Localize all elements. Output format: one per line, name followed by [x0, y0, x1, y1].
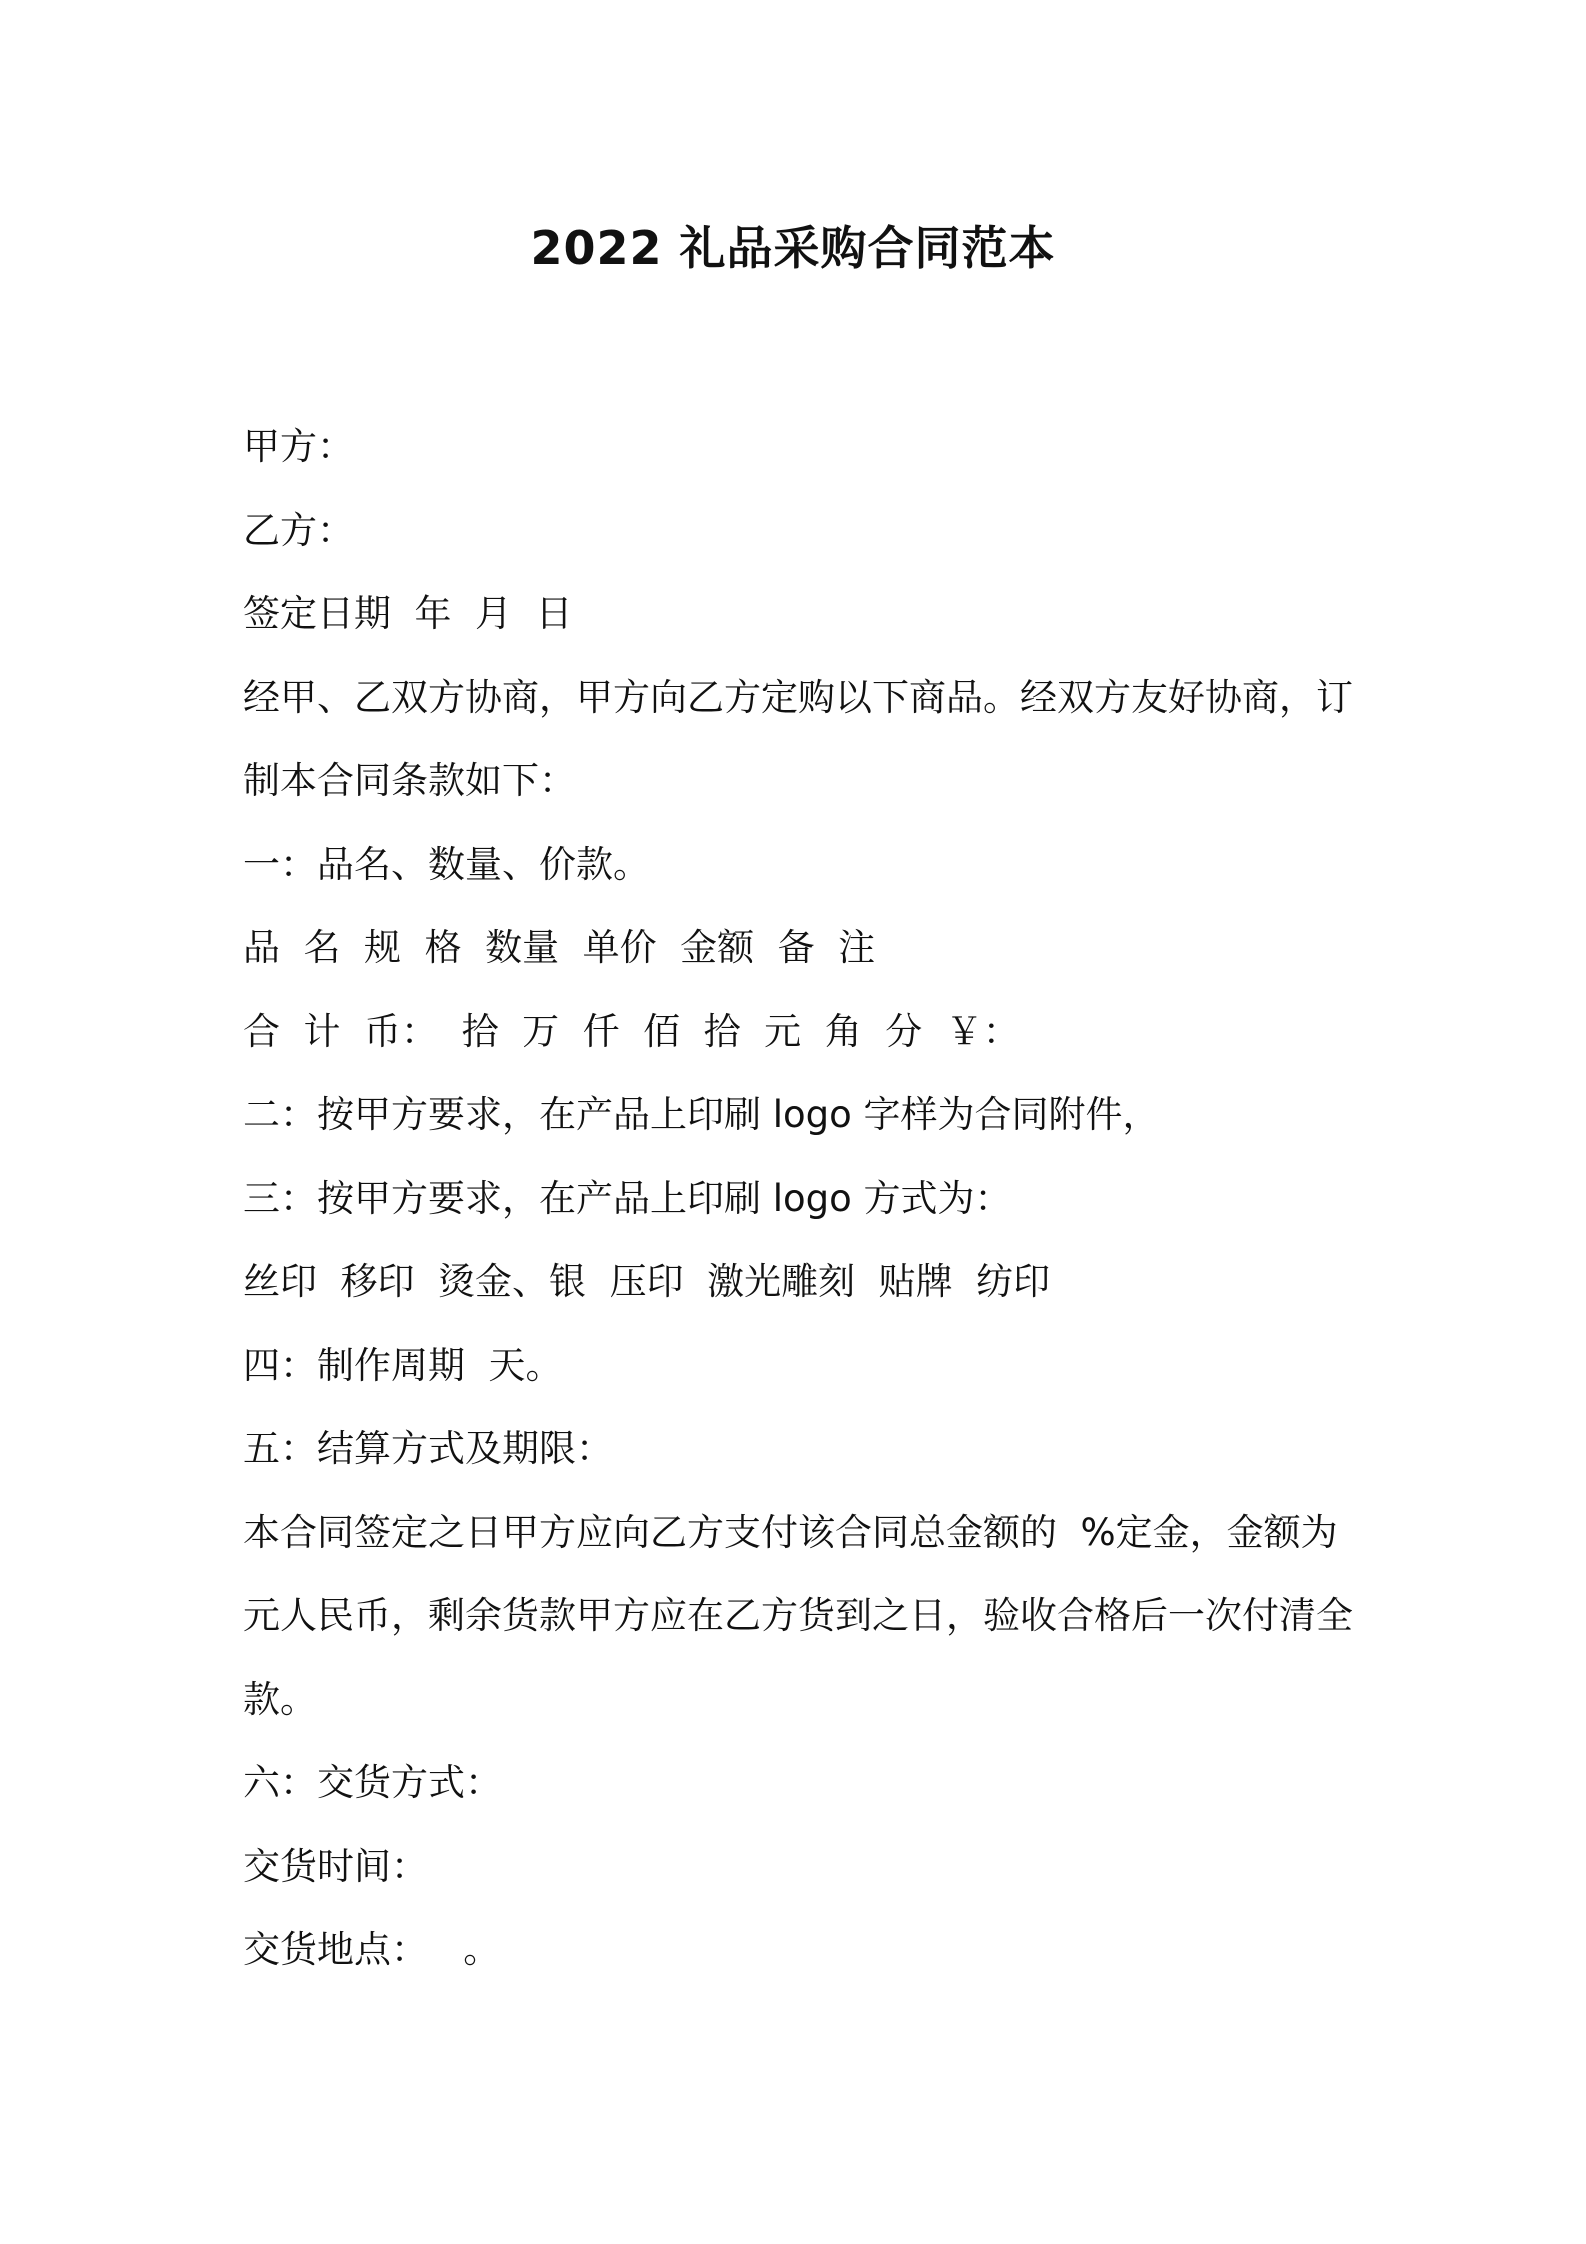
- party-b-line: 乙方：: [243, 508, 354, 552]
- party-a-line: 甲方：: [243, 425, 354, 468]
- total-amount-line: 合 计 币： 拾 万 仟 佰 拾 元 角 分 ￥：: [243, 1009, 1020, 1053]
- delivery-location-line: 交货地点： 。: [243, 1928, 501, 1971]
- payment-paragraph-line-1: 本合同签定之日甲方应向乙方支付该合同总金额的 %定金，金额为: [243, 1510, 1338, 1554]
- clause-1-heading: 一：品名、数量、价款。: [243, 842, 650, 886]
- clause-4: 四：制作周期 天。: [243, 1343, 563, 1387]
- signing-date-line: 签定日期 年 月 日: [243, 592, 573, 635]
- payment-paragraph-line-3: 款。: [243, 1677, 317, 1721]
- intro-paragraph-line-2: 制本合同条款如下：: [243, 759, 576, 802]
- intro-paragraph-line-1: 经甲、乙双方协商，甲方向乙方定购以下商品。经双方友好协商，订: [243, 675, 1353, 719]
- document-body: [243, 405, 1363, 1992]
- clause-2: 二：按甲方要求，在产品上印刷 logo 字样为合同附件，: [243, 1093, 1160, 1136]
- clause-5-heading: 五：结算方式及期限：: [243, 1427, 613, 1470]
- clause-6-heading: 六：交货方式：: [243, 1761, 502, 1804]
- printing-methods-line: 丝印 移印 烫金、银 压印 激光雕刻 贴牌 纺印: [243, 1260, 1051, 1303]
- document-title: 2022 礼品采购合同范本: [530, 221, 1056, 275]
- clause-3: 三：按甲方要求，在产品上印刷 logo 方式为：: [243, 1176, 1012, 1220]
- delivery-time-line: 交货时间：: [243, 1844, 428, 1888]
- payment-paragraph-line-2: 元人民币，剩余货款甲方应在乙方货到之日，验收合格后一次付清全: [243, 1594, 1353, 1637]
- product-table-header: 品 名 规 格 数量 单价 金额 备 注: [243, 926, 876, 969]
